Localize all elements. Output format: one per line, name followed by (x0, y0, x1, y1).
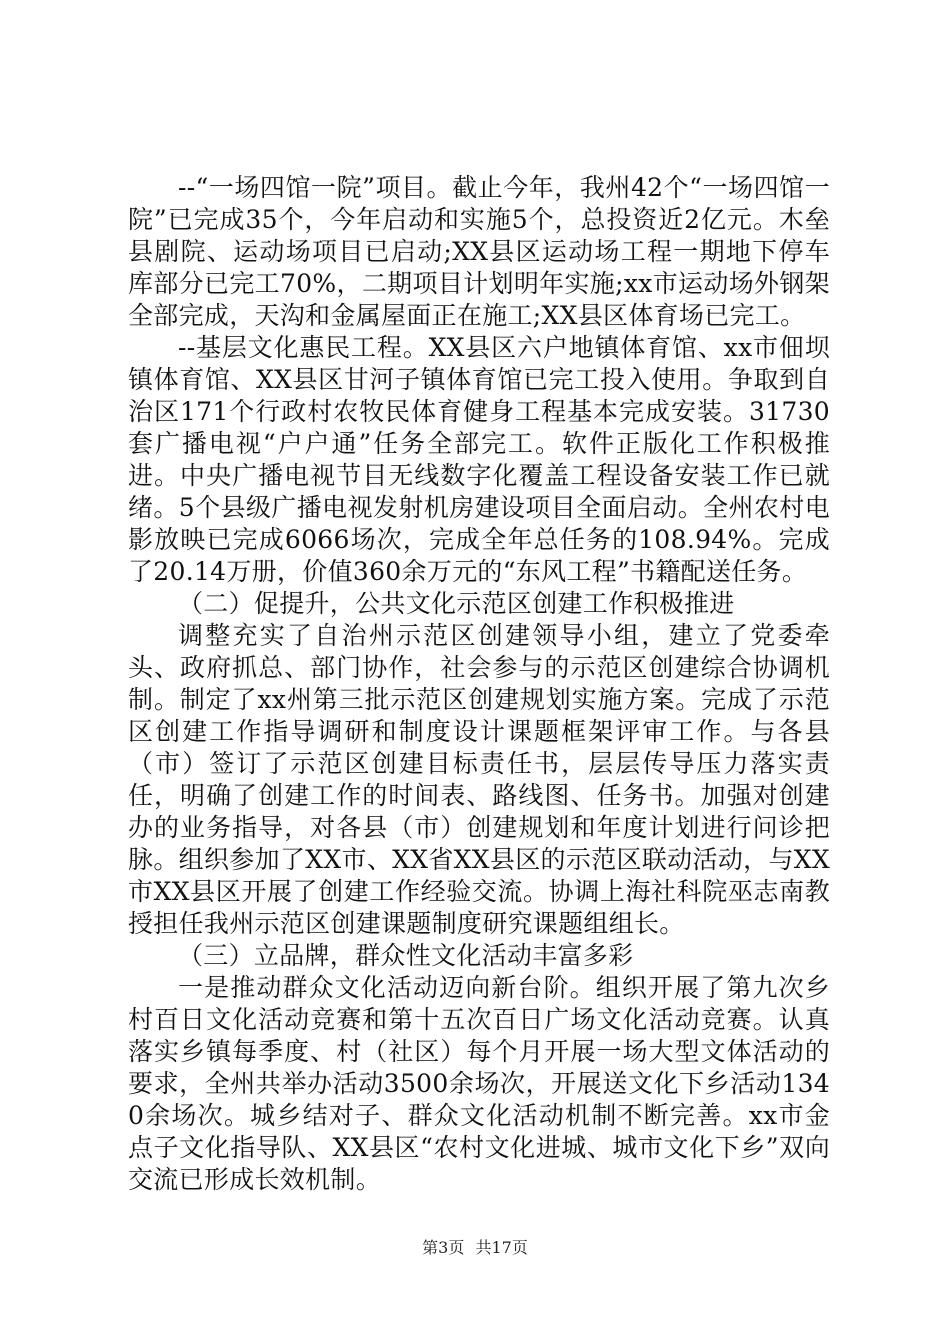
document-body (128, 172, 830, 1196)
paragraph-mass-culture: 一是推动群众文化活动迈向新台阶。组织开展了第九次乡村百日文化活动竞赛和第十五次百日广场文化活动竞赛。认真落实乡镇每季度、村（社区）每个月开展一场大型文体活动的要求，全州共举办活动3500余场次，开展送文化下乡活动1340余场次。城乡结对子、群众文化活动机制不断完善。xx市金点子文化指导队、XX县区“农村文化进城、城市文化下乡”双向交流已形成长效机制。 (128, 973, 830, 1194)
page-total: 共17页 (475, 1238, 528, 1257)
section-heading-3: （三）立品牌，群众性文化活动丰富多彩 (178, 941, 634, 970)
page-footer (0, 1238, 950, 1258)
page-number: 第3页 (422, 1238, 465, 1257)
paragraph-demonstration-zone: 调整充实了自治州示范区创建领导小组，建立了党委牵头、政府抓总、部门协作，社会参与的示范区创建综合协调机制。制定了xx州第三批示范区创建规划实施方案。完成了示范区创建工作指导调研和制度设计课题框架评审工作。与各县（市）签订了示范区创建目标责任书，层层传导压力落实责任，明确了创建工作的时间表、路线图、任务书。加强对创建办的业务指导，对各县（市）创建规划和年度计划进行问诊把脉。组织参加了XX市、XX省XX县区的示范区联动活动，与XX市XX县区开展了创建工作经验交流。协调上海社科院巫志南教授担任我州示范区创建课题制度研究课题组组长。 (128, 621, 830, 938)
paragraph-grassroots-culture: --基层文化惠民工程。XX县区六户地镇体育馆、xx市佃坝镇体育馆、XX县区甘河子镇体育馆已完工投入使用。争取到自治区171个行政村农牧民体育健身工程基本完成安装。31730套广播电视“户户通”任务全部完工。软件正版化工作积极推进。中央广播电视节目无线数字化覆盖工程设备安装工作已就绪。5个县级广播电视发射机房建设项目全面启动。全州农村电影放映已完成6066场次，完成全年总任务的108.94%。完成了20.14万册，价值360余万元的“东风工程”书籍配送任务。 (128, 333, 830, 586)
section-heading-2: （二）促提升，公共文化示范区创建工作积极推进 (178, 589, 735, 618)
paragraph-stadium-project: --“一场四馆一院”项目。截止今年，我州42个“一场四馆一院”已完成35个，今年启动和实施5个，总投资近2亿元。木垒县剧院、运动场项目已启动;XX县区运动场工程一期地下停车库部分已完工70%，二期项目计划明年实施;xx市运动场外钢架全部完成，天沟和金属屋面正在施工;XX县区体育场已完工。 (128, 173, 830, 330)
